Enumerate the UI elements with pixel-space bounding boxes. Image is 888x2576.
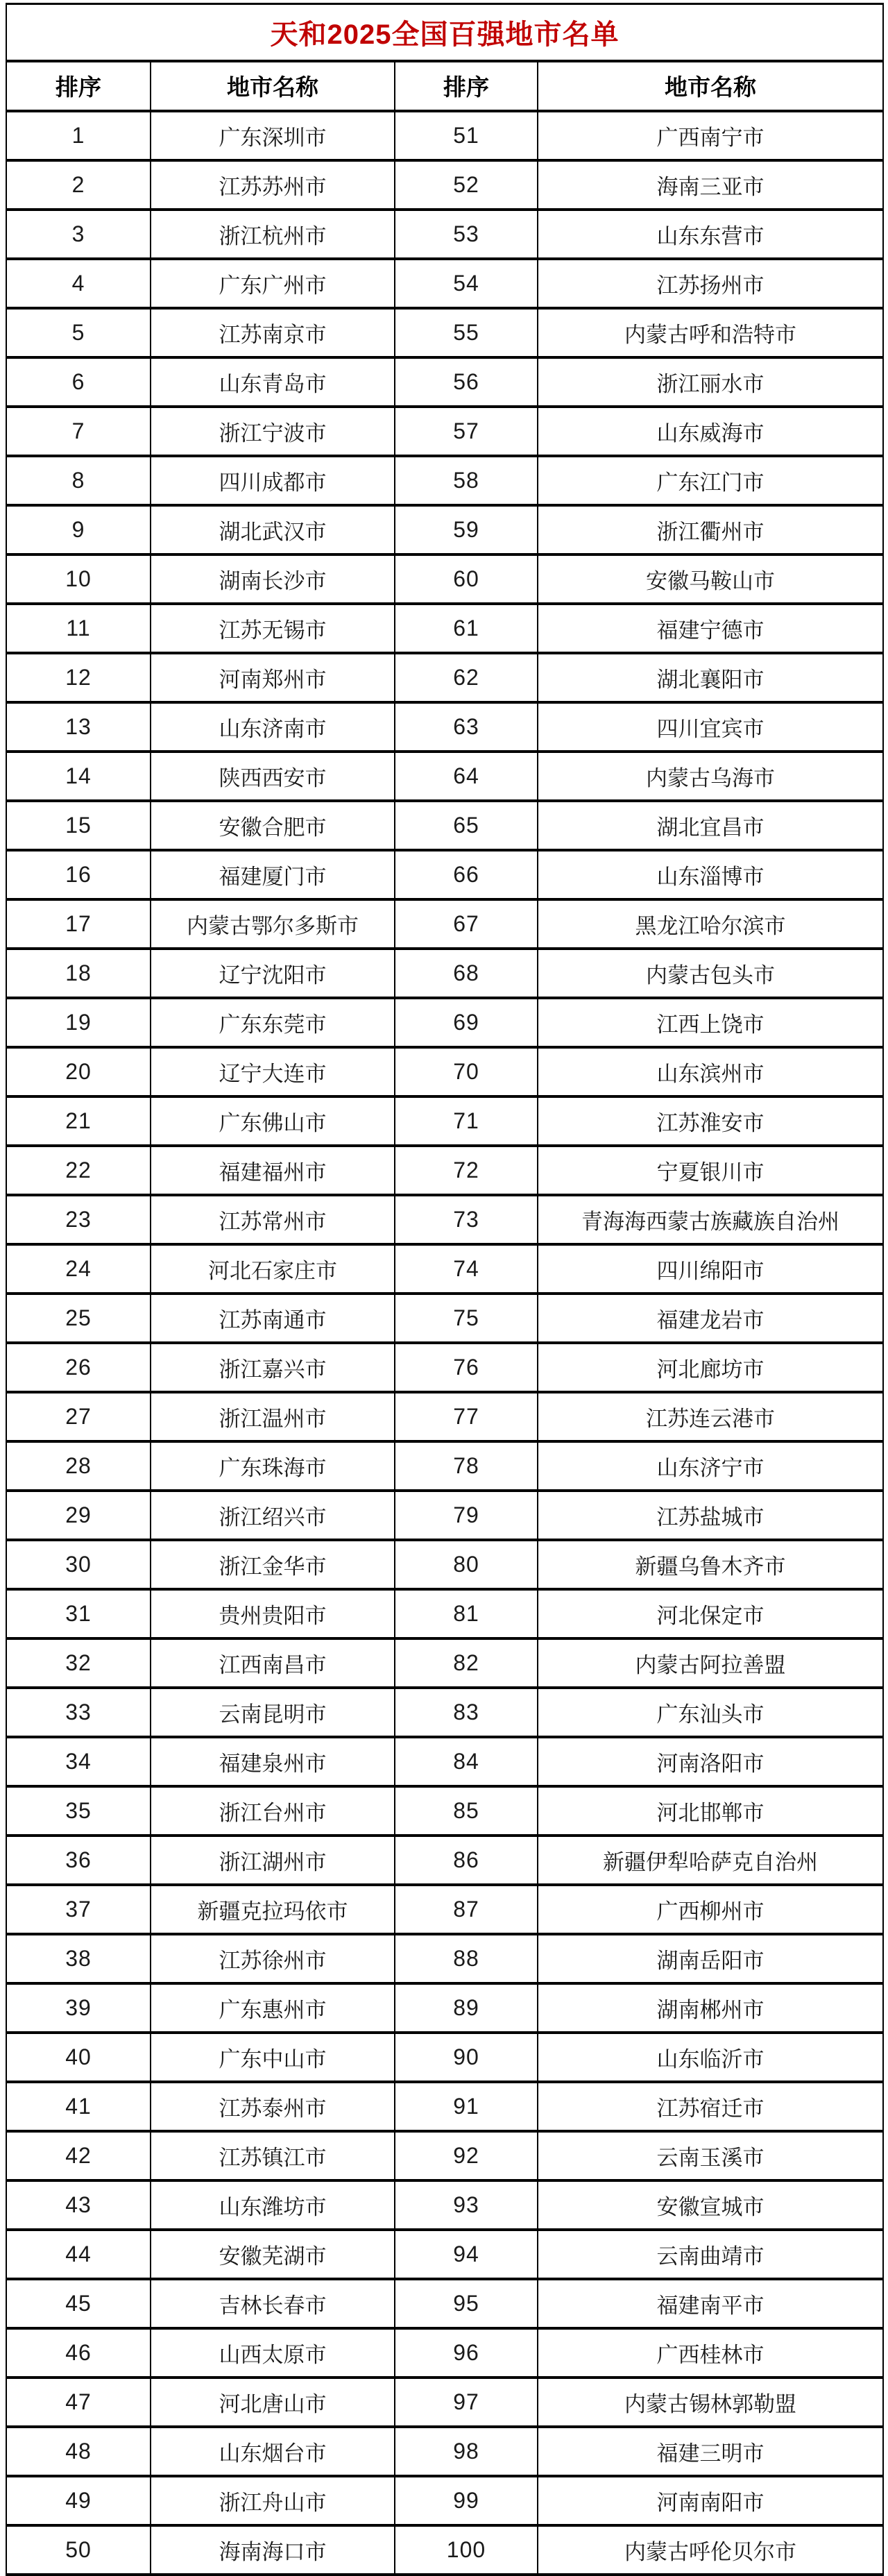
table-row xyxy=(6,653,883,702)
city-cell: 广东江门市 xyxy=(538,456,883,505)
rank-cell: 71 xyxy=(395,1096,538,1146)
rank-cell: 86 xyxy=(395,1836,538,1885)
city-cell: 浙江绍兴市 xyxy=(151,1491,395,1540)
city-cell: 安徽合肥市 xyxy=(151,801,395,850)
rank-cell: 29 xyxy=(6,1491,151,1540)
city-cell: 河南郑州市 xyxy=(151,653,395,702)
rank-cell: 14 xyxy=(6,752,151,801)
city-cell: 山东威海市 xyxy=(538,407,883,456)
rank-cell: 44 xyxy=(6,2230,151,2279)
city-cell: 广东珠海市 xyxy=(151,1441,395,1491)
city-cell: 四川成都市 xyxy=(151,456,395,505)
table-row xyxy=(6,998,883,1047)
city-cell: 湖北襄阳市 xyxy=(538,653,883,702)
table-row xyxy=(6,1983,883,2033)
city-cell: 辽宁沈阳市 xyxy=(151,949,395,998)
table-row xyxy=(6,2378,883,2427)
city-cell: 吉林长春市 xyxy=(151,2279,395,2328)
city-cell: 海南三亚市 xyxy=(538,160,883,210)
rank-cell: 87 xyxy=(395,1885,538,1934)
city-cell: 江苏连云港市 xyxy=(538,1392,883,1441)
city-cell: 河南洛阳市 xyxy=(538,1737,883,1786)
rank-cell: 66 xyxy=(395,850,538,899)
rank-cell: 56 xyxy=(395,357,538,407)
rank-cell: 32 xyxy=(6,1638,151,1688)
rank-cell: 93 xyxy=(395,2180,538,2230)
rank-cell: 83 xyxy=(395,1688,538,1737)
rank-cell: 7 xyxy=(6,407,151,456)
rank-cell: 8 xyxy=(6,456,151,505)
rank-cell: 85 xyxy=(395,1786,538,1836)
rank-cell: 27 xyxy=(6,1392,151,1441)
city-cell: 浙江金华市 xyxy=(151,1540,395,1589)
rank-cell: 47 xyxy=(6,2378,151,2427)
rank-cell: 70 xyxy=(395,1047,538,1096)
table-row xyxy=(6,1294,883,1343)
rank-cell: 61 xyxy=(395,604,538,653)
rank-cell: 46 xyxy=(6,2328,151,2378)
city-cell: 福建南平市 xyxy=(538,2279,883,2328)
table-row xyxy=(6,850,883,899)
city-cell: 江苏泰州市 xyxy=(151,2082,395,2131)
column-header-rank-left: 排序 xyxy=(6,61,151,111)
table-row xyxy=(6,2279,883,2328)
city-cell: 广东佛山市 xyxy=(151,1096,395,1146)
rank-cell: 40 xyxy=(6,2033,151,2082)
page-title: 天和2025全国百强地市名单 xyxy=(6,4,883,61)
rank-cell: 96 xyxy=(395,2328,538,2378)
city-cell: 福建宁德市 xyxy=(538,604,883,653)
city-cell: 山东东营市 xyxy=(538,210,883,259)
title-row xyxy=(6,4,883,61)
city-cell: 四川绵阳市 xyxy=(538,1244,883,1294)
rank-cell: 76 xyxy=(395,1343,538,1392)
rank-cell: 94 xyxy=(395,2230,538,2279)
city-cell: 内蒙古锡林郭勒盟 xyxy=(538,2378,883,2427)
rank-cell: 19 xyxy=(6,998,151,1047)
city-cell: 江苏苏州市 xyxy=(151,160,395,210)
table-row xyxy=(6,1441,883,1491)
rank-cell: 62 xyxy=(395,653,538,702)
rank-cell: 54 xyxy=(395,259,538,308)
rank-cell: 4 xyxy=(6,259,151,308)
city-cell: 福建三明市 xyxy=(538,2427,883,2476)
rank-cell: 91 xyxy=(395,2082,538,2131)
rank-cell: 57 xyxy=(395,407,538,456)
rank-cell: 74 xyxy=(395,1244,538,1294)
city-cell: 广东深圳市 xyxy=(151,111,395,160)
city-cell: 湖南岳阳市 xyxy=(538,1934,883,1983)
column-header-city-right: 地市名称 xyxy=(538,61,883,111)
city-cell: 浙江嘉兴市 xyxy=(151,1343,395,1392)
rank-cell: 17 xyxy=(6,899,151,949)
city-cell: 湖南长沙市 xyxy=(151,554,395,604)
table-row xyxy=(6,407,883,456)
rank-cell: 92 xyxy=(395,2131,538,2180)
city-cell: 广西柳州市 xyxy=(538,1885,883,1934)
table-body xyxy=(6,111,883,2575)
table-row xyxy=(6,160,883,210)
header-row xyxy=(6,61,883,111)
table-row xyxy=(6,210,883,259)
city-cell: 河北廊坊市 xyxy=(538,1343,883,1392)
table-row xyxy=(6,2131,883,2180)
city-cell: 福建厦门市 xyxy=(151,850,395,899)
rank-cell: 68 xyxy=(395,949,538,998)
city-cell: 浙江舟山市 xyxy=(151,2476,395,2525)
city-cell: 新疆克拉玛依市 xyxy=(151,1885,395,1934)
city-cell: 江苏淮安市 xyxy=(538,1096,883,1146)
rank-cell: 78 xyxy=(395,1441,538,1491)
table-row xyxy=(6,1885,883,1934)
city-cell: 广西桂林市 xyxy=(538,2328,883,2378)
city-cell: 广东汕头市 xyxy=(538,1688,883,1737)
city-cell: 福建福州市 xyxy=(151,1146,395,1195)
city-cell: 云南曲靖市 xyxy=(538,2230,883,2279)
city-cell: 浙江丽水市 xyxy=(538,357,883,407)
rank-cell: 3 xyxy=(6,210,151,259)
rank-cell: 77 xyxy=(395,1392,538,1441)
city-cell: 江苏常州市 xyxy=(151,1195,395,1244)
rank-cell: 31 xyxy=(6,1589,151,1638)
city-cell: 浙江湖州市 xyxy=(151,1836,395,1885)
rank-cell: 10 xyxy=(6,554,151,604)
city-cell: 山西太原市 xyxy=(151,2328,395,2378)
city-cell: 山东济宁市 xyxy=(538,1441,883,1491)
rank-cell: 73 xyxy=(395,1195,538,1244)
city-cell: 海南海口市 xyxy=(151,2525,395,2575)
rank-cell: 30 xyxy=(6,1540,151,1589)
city-cell: 浙江衢州市 xyxy=(538,505,883,554)
rank-cell: 37 xyxy=(6,1885,151,1934)
table-row xyxy=(6,899,883,949)
table-row xyxy=(6,1836,883,1885)
rank-cell: 59 xyxy=(395,505,538,554)
table-row xyxy=(6,308,883,357)
table-row xyxy=(6,801,883,850)
table-row xyxy=(6,2328,883,2378)
city-cell: 浙江杭州市 xyxy=(151,210,395,259)
city-cell: 山东滨州市 xyxy=(538,1047,883,1096)
table-row xyxy=(6,1244,883,1294)
city-cell: 广东中山市 xyxy=(151,2033,395,2082)
table-row xyxy=(6,505,883,554)
city-cell: 安徽马鞍山市 xyxy=(538,554,883,604)
table-row xyxy=(6,1688,883,1737)
city-cell: 内蒙古鄂尔多斯市 xyxy=(151,899,395,949)
city-cell: 山东潍坊市 xyxy=(151,2180,395,2230)
rank-cell: 43 xyxy=(6,2180,151,2230)
rank-cell: 18 xyxy=(6,949,151,998)
city-cell: 浙江宁波市 xyxy=(151,407,395,456)
table-row xyxy=(6,1737,883,1786)
table-row xyxy=(6,259,883,308)
table-row xyxy=(6,752,883,801)
rank-cell: 9 xyxy=(6,505,151,554)
rank-cell: 60 xyxy=(395,554,538,604)
city-cell: 河南南阳市 xyxy=(538,2476,883,2525)
rank-cell: 67 xyxy=(395,899,538,949)
city-cell: 陕西西安市 xyxy=(151,752,395,801)
table-row xyxy=(6,2082,883,2131)
city-cell: 浙江台州市 xyxy=(151,1786,395,1836)
table-row xyxy=(6,702,883,752)
table-row xyxy=(6,1934,883,1983)
table-row xyxy=(6,357,883,407)
rank-cell: 12 xyxy=(6,653,151,702)
rank-cell: 36 xyxy=(6,1836,151,1885)
city-cell: 宁夏银川市 xyxy=(538,1146,883,1195)
rank-cell: 69 xyxy=(395,998,538,1047)
rank-cell: 84 xyxy=(395,1737,538,1786)
rank-cell: 97 xyxy=(395,2378,538,2427)
city-cell: 内蒙古包头市 xyxy=(538,949,883,998)
rank-cell: 23 xyxy=(6,1195,151,1244)
rank-cell: 13 xyxy=(6,702,151,752)
table-row xyxy=(6,1540,883,1589)
rank-cell: 41 xyxy=(6,2082,151,2131)
rank-cell: 99 xyxy=(395,2476,538,2525)
city-cell: 山东济南市 xyxy=(151,702,395,752)
rank-cell: 72 xyxy=(395,1146,538,1195)
rank-cell: 6 xyxy=(6,357,151,407)
rank-cell: 80 xyxy=(395,1540,538,1589)
rank-cell: 75 xyxy=(395,1294,538,1343)
table-row xyxy=(6,2180,883,2230)
rank-cell: 82 xyxy=(395,1638,538,1688)
table-row xyxy=(6,1343,883,1392)
rank-cell: 58 xyxy=(395,456,538,505)
rank-cell: 16 xyxy=(6,850,151,899)
table-row xyxy=(6,1195,883,1244)
table-row xyxy=(6,554,883,604)
table-row xyxy=(6,1146,883,1195)
rank-cell: 5 xyxy=(6,308,151,357)
city-cell: 江苏盐城市 xyxy=(538,1491,883,1540)
table-row xyxy=(6,1096,883,1146)
rank-cell: 81 xyxy=(395,1589,538,1638)
city-cell: 江苏南通市 xyxy=(151,1294,395,1343)
rank-cell: 65 xyxy=(395,801,538,850)
rank-cell: 15 xyxy=(6,801,151,850)
rank-cell: 52 xyxy=(395,160,538,210)
city-cell: 安徽宣城市 xyxy=(538,2180,883,2230)
city-cell: 江苏徐州市 xyxy=(151,1934,395,1983)
city-cell: 河北唐山市 xyxy=(151,2378,395,2427)
city-cell: 新疆伊犁哈萨克自治州 xyxy=(538,1836,883,1885)
city-cell: 河北邯郸市 xyxy=(538,1786,883,1836)
rank-cell: 48 xyxy=(6,2427,151,2476)
rank-cell: 100 xyxy=(395,2525,538,2575)
rank-cell: 2 xyxy=(6,160,151,210)
table-row xyxy=(6,2476,883,2525)
city-cell: 河北保定市 xyxy=(538,1589,883,1638)
city-cell: 黑龙江哈尔滨市 xyxy=(538,899,883,949)
city-cell: 浙江温州市 xyxy=(151,1392,395,1441)
rank-cell: 34 xyxy=(6,1737,151,1786)
rank-cell: 49 xyxy=(6,2476,151,2525)
city-cell: 湖北武汉市 xyxy=(151,505,395,554)
city-cell: 江苏镇江市 xyxy=(151,2131,395,2180)
city-cell: 广东东莞市 xyxy=(151,998,395,1047)
rank-cell: 89 xyxy=(395,1983,538,2033)
rank-cell: 88 xyxy=(395,1934,538,1983)
city-cell: 江苏宿迁市 xyxy=(538,2082,883,2131)
city-cell: 内蒙古阿拉善盟 xyxy=(538,1638,883,1688)
city-cell: 河北石家庄市 xyxy=(151,1244,395,1294)
rank-cell: 98 xyxy=(395,2427,538,2476)
table-row xyxy=(6,949,883,998)
city-cell: 江西上饶市 xyxy=(538,998,883,1047)
city-cell: 辽宁大连市 xyxy=(151,1047,395,1096)
rank-cell: 50 xyxy=(6,2525,151,2575)
table-row xyxy=(6,1786,883,1836)
city-cell: 新疆乌鲁木齐市 xyxy=(538,1540,883,1589)
table-row xyxy=(6,2525,883,2575)
rank-cell: 45 xyxy=(6,2279,151,2328)
table-row xyxy=(6,111,883,160)
city-cell: 贵州贵阳市 xyxy=(151,1589,395,1638)
table-row xyxy=(6,2230,883,2279)
city-cell: 广东惠州市 xyxy=(151,1983,395,2033)
rank-cell: 90 xyxy=(395,2033,538,2082)
city-cell: 湖南郴州市 xyxy=(538,1983,883,2033)
rank-cell: 95 xyxy=(395,2279,538,2328)
rank-cell: 51 xyxy=(395,111,538,160)
table-row xyxy=(6,1638,883,1688)
rank-cell: 39 xyxy=(6,1983,151,2033)
table-row xyxy=(6,1392,883,1441)
rank-cell: 42 xyxy=(6,2131,151,2180)
city-cell: 内蒙古乌海市 xyxy=(538,752,883,801)
city-cell: 福建泉州市 xyxy=(151,1737,395,1786)
rank-cell: 11 xyxy=(6,604,151,653)
rank-cell: 33 xyxy=(6,1688,151,1737)
city-cell: 江苏南京市 xyxy=(151,308,395,357)
city-cell: 福建龙岩市 xyxy=(538,1294,883,1343)
rank-cell: 64 xyxy=(395,752,538,801)
rank-cell: 20 xyxy=(6,1047,151,1096)
rank-cell: 21 xyxy=(6,1096,151,1146)
city-cell: 山东烟台市 xyxy=(151,2427,395,2476)
table-row xyxy=(6,1589,883,1638)
city-cell: 云南昆明市 xyxy=(151,1688,395,1737)
city-cell: 江西南昌市 xyxy=(151,1638,395,1688)
rank-cell: 53 xyxy=(395,210,538,259)
city-cell: 广东广州市 xyxy=(151,259,395,308)
table-row xyxy=(6,604,883,653)
city-cell: 山东青岛市 xyxy=(151,357,395,407)
table-row xyxy=(6,456,883,505)
city-cell: 内蒙古呼和浩特市 xyxy=(538,308,883,357)
city-cell: 江苏无锡市 xyxy=(151,604,395,653)
city-cell: 云南玉溪市 xyxy=(538,2131,883,2180)
city-cell: 江苏扬州市 xyxy=(538,259,883,308)
table-row xyxy=(6,1491,883,1540)
city-cell: 山东淄博市 xyxy=(538,850,883,899)
rank-cell: 55 xyxy=(395,308,538,357)
table-row xyxy=(6,2427,883,2476)
city-cell: 青海海西蒙古族藏族自治州 xyxy=(538,1195,883,1244)
table-row xyxy=(6,2033,883,2082)
city-cell: 山东临沂市 xyxy=(538,2033,883,2082)
rank-cell: 38 xyxy=(6,1934,151,1983)
rank-cell: 79 xyxy=(395,1491,538,1540)
rank-cell: 63 xyxy=(395,702,538,752)
rank-cell: 1 xyxy=(6,111,151,160)
city-cell: 安徽芜湖市 xyxy=(151,2230,395,2279)
column-header-rank-right: 排序 xyxy=(395,61,538,111)
rank-cell: 25 xyxy=(6,1294,151,1343)
rank-cell: 35 xyxy=(6,1786,151,1836)
rank-cell: 24 xyxy=(6,1244,151,1294)
rank-cell: 22 xyxy=(6,1146,151,1195)
rank-cell: 26 xyxy=(6,1343,151,1392)
city-cell: 广西南宁市 xyxy=(538,111,883,160)
city-cell: 内蒙古呼伦贝尔市 xyxy=(538,2525,883,2575)
table-row xyxy=(6,1047,883,1096)
city-cell: 湖北宜昌市 xyxy=(538,801,883,850)
top100-table xyxy=(6,3,884,2576)
rank-cell: 28 xyxy=(6,1441,151,1491)
city-cell: 四川宜宾市 xyxy=(538,702,883,752)
column-header-city-left: 地市名称 xyxy=(151,61,395,111)
